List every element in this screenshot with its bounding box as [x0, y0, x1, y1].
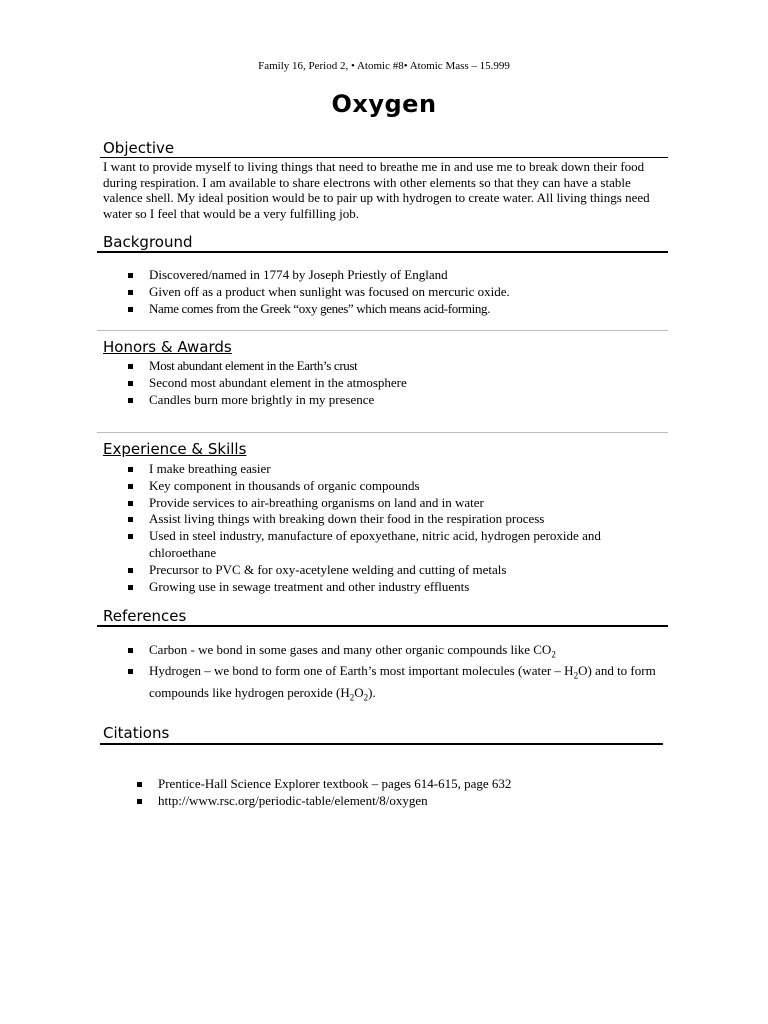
reference-hydrogen: Hydrogen – we bond to form one of Earth’s most important molecules (water – $H_2O$) and to form compounds like hydrogen peroxide $(H_2O_2)$.: [128, 663, 668, 706]
section-divider: [97, 432, 668, 433]
objective-heading: Objective: [103, 139, 175, 157]
bullet-icon: [128, 467, 133, 472]
bullet-icon: [128, 517, 133, 522]
list-item: http://www.rsc.org/periodic-table/element/8/oxygen: [137, 793, 668, 810]
list-item: Assist living things with breaking down their food in the respiration process: [128, 511, 668, 528]
honors-heading: Honors & Awards: [103, 338, 232, 356]
bullet-icon: [128, 290, 133, 295]
bullet-icon: [128, 669, 133, 674]
list-item: Discovered/named in 1774 by Joseph Priestly of England: [128, 267, 668, 284]
bullet-icon: [128, 381, 133, 386]
list-item: Prentice-Hall Science Explorer textbook – pages 614-615, page 632: [137, 776, 668, 793]
bullet-icon: [128, 648, 133, 653]
citations-rule: [100, 743, 663, 745]
bullet-icon: [128, 484, 133, 489]
background-list: [128, 267, 668, 317]
list-item: Growing use in sewage treatment and other industry effluents: [128, 579, 668, 596]
list-item: Precursor to PVC & for oxy-acetylene welding and cutting of metals: [128, 562, 668, 579]
list-item: Provide services to air-breathing organisms on land and in water: [128, 495, 668, 512]
list-item: I make breathing easier: [128, 461, 668, 478]
reference-carbon: Carbon - we bond in some gases and many other organic compounds like $CO_2$: [128, 642, 668, 663]
background-heading: Background: [103, 233, 193, 251]
references-rule: [97, 625, 668, 627]
background-rule: [97, 251, 668, 253]
bullet-icon: [128, 364, 133, 369]
objective-rule: [100, 157, 668, 158]
references-heading: References: [103, 607, 187, 625]
bullet-icon: [128, 501, 133, 506]
honors-list: [128, 358, 668, 408]
list-item: Name comes from the Greek “oxy genes” which means acid-forming.: [128, 301, 668, 318]
list-item: Given off as a product when sunlight was focused on mercuric oxide.: [128, 284, 668, 301]
bullet-icon: [128, 585, 133, 590]
experience-heading: Experience & Skills: [103, 440, 247, 458]
bullet-icon: [137, 782, 142, 787]
bullet-icon: [128, 273, 133, 278]
list-item: Second most abundant element in the atmosphere: [128, 375, 668, 392]
list-item: Most abundant element in the Earth’s crust: [128, 358, 668, 375]
objective-text: I want to provide myself to living things that need to breathe me in and use me to break down their food during respiration. I am available to share electrons with other elements so that they can have a stable valence shell. My ideal position would be to pair up with hydrogen to create water. All living things need water so I feel that would be a very fulfilling job.: [103, 159, 650, 221]
element-summary-line: Family 16, Period 2, • Atomic #8• Atomic Mass – 15.999: [258, 60, 510, 72]
citations-list: [137, 776, 668, 810]
bullet-icon: [128, 534, 133, 539]
references-list: [128, 642, 668, 706]
bullet-icon: [128, 307, 133, 312]
page-title: Oxygen: [331, 90, 437, 118]
list-item: Key component in thousands of organic compounds: [128, 478, 668, 495]
experience-list: [128, 461, 668, 595]
bullet-icon: [128, 398, 133, 403]
list-item: Used in steel industry, manufacture of epoxyethane, nitric acid, hydrogen peroxide and chloroethane: [128, 528, 635, 562]
bullet-icon: [128, 568, 133, 573]
bullet-icon: [137, 799, 142, 804]
list-item: Candles burn more brightly in my presence: [128, 392, 668, 409]
citations-heading: Citations: [103, 724, 170, 742]
section-divider: [97, 330, 668, 331]
